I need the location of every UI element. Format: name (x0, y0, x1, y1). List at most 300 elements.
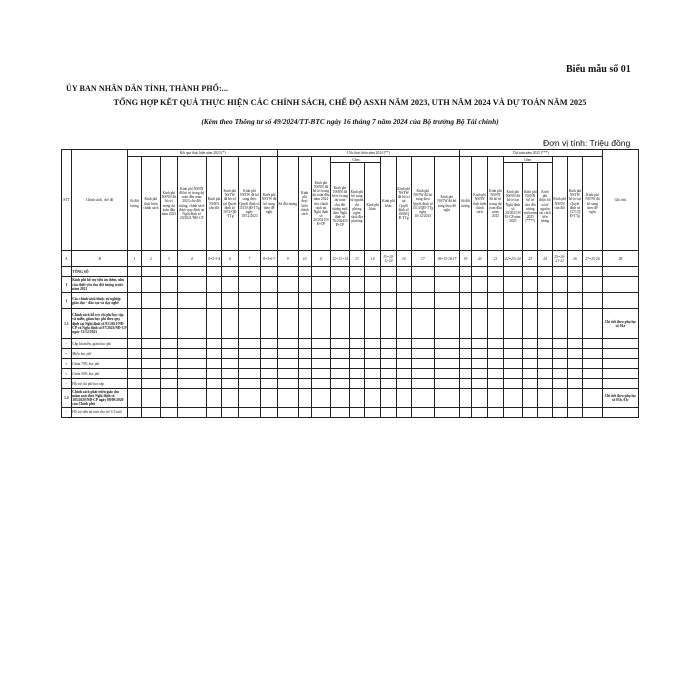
header-group-2025: Dự toán năm 2025 (***) (459, 150, 602, 157)
row-value-cell (365, 309, 381, 339)
row-value-cell (277, 339, 298, 349)
row-value-cell (349, 339, 364, 349)
header-2025-col-21: Kinh phí NSNN đã bố trí trong dự toán đầu năm 2025 (488, 157, 503, 251)
row-value-cell (331, 309, 350, 339)
row-value-cell (277, 277, 298, 293)
row-stt: 1.2 (62, 389, 72, 408)
row-value-cell (523, 359, 538, 369)
row-value-cell (434, 339, 459, 349)
row-value-cell (365, 389, 381, 408)
row-label: Hỗ trợ tiền ăn trưa cho trẻ 3-5 tuổi (71, 407, 128, 417)
index-cell-28: 27=25-26 (583, 251, 603, 267)
row-value-cell (471, 389, 487, 408)
row-value-cell (261, 359, 277, 369)
header-2024-col-17: Kinh phí NSTW đã bổ sung theo Quyết định số 1513/QĐ-TTg ngày 10/12/2023 (411, 157, 434, 251)
index-cell-1: B (71, 251, 128, 267)
row-value-cell (238, 267, 261, 277)
row-value-cell (311, 277, 331, 293)
row-value-cell (311, 379, 331, 389)
row-value-cell (311, 369, 331, 379)
row-value-cell (161, 349, 177, 359)
row-value-cell (277, 309, 298, 339)
row-value-cell (277, 369, 298, 379)
row-stt: - (62, 379, 72, 389)
row-value-cell (222, 407, 238, 417)
row-stt: + (62, 359, 72, 369)
row-note (602, 379, 638, 389)
row-value-cell (331, 339, 350, 349)
row-value-cell (238, 359, 261, 369)
row-value-cell (381, 309, 396, 339)
row-value-cell (331, 267, 350, 277)
row-value-cell (277, 359, 298, 369)
row-note: Chi tiết theo phụ lục số 01b, 01c (602, 389, 638, 408)
row-note (602, 407, 638, 417)
row-value-cell (311, 359, 331, 369)
header-2024-col-13: Kinh phí bổ sung từ nguồn dự phòng ngân sách địa phương (349, 163, 364, 251)
row-value-cell (434, 379, 459, 389)
row-value-cell (411, 309, 434, 339)
row-stt: + (62, 349, 72, 359)
row-value-cell (396, 389, 411, 408)
index-cell-17: 16 (396, 251, 411, 267)
index-cell-0: A (62, 251, 72, 267)
row-value-cell (538, 293, 552, 309)
row-value-cell (552, 339, 567, 349)
header-2023-col-2: Kinh phí thực hiện chính sách (141, 157, 161, 251)
row-value-cell (459, 349, 471, 359)
row-value-cell (206, 293, 221, 309)
row-value-cell (161, 389, 177, 408)
row-stt: 1.1 (62, 309, 72, 339)
row-value-cell (311, 309, 331, 339)
row-value-cell (503, 407, 523, 417)
row-value-cell (349, 293, 364, 309)
row-value-cell (128, 369, 141, 379)
row-value-cell (552, 407, 567, 417)
row-value-cell (298, 293, 311, 309)
header-2024-col-14: Kinh phí khác (365, 163, 381, 251)
row-value-cell (238, 349, 261, 359)
row-value-cell (459, 359, 471, 369)
index-cell-3: 2 (141, 251, 161, 267)
row-value-cell (583, 267, 603, 277)
row-value-cell (349, 359, 364, 369)
row-value-cell (277, 407, 298, 417)
row-value-cell (261, 267, 277, 277)
index-cell-11: 10 (298, 251, 311, 267)
header-2024-col-10: Kinh phí thực hiện chính sách (298, 157, 311, 251)
row-value-cell (365, 379, 381, 389)
row-value-cell (277, 293, 298, 309)
row-value-cell (331, 379, 350, 389)
row-value-cell (206, 339, 221, 349)
row-value-cell (583, 379, 603, 389)
row-value-cell (459, 369, 471, 379)
row-value-cell (261, 407, 277, 417)
row-value-cell (471, 293, 487, 309)
row-value-cell (298, 369, 311, 379)
row-label: Hỗ trợ chi phí học tập (71, 379, 128, 389)
row-value-cell (261, 379, 277, 389)
table-row (62, 277, 639, 293)
row-value-cell (298, 277, 311, 293)
header-2025-col-24: Kinh phí được bố trí từ nguồn cải cách tiền lương (538, 163, 552, 251)
row-value-cell (298, 267, 311, 277)
index-cell-6: 5=2-3-4 (206, 251, 221, 267)
row-value-cell (459, 277, 471, 293)
row-value-cell (206, 359, 221, 369)
header-2025-subgroup: Gồm (503, 157, 552, 163)
row-value-cell (177, 277, 206, 293)
header-2025-col-26: Kinh phí NSTW bố trí tại Quyết định số 1271/QĐ-TTg (567, 157, 582, 251)
row-value-cell (261, 309, 277, 339)
header-group-2024: Ước thực hiện năm 2024 (**) (277, 150, 459, 157)
row-value-cell (503, 389, 523, 408)
row-value-cell (222, 369, 238, 379)
row-value-cell (277, 267, 298, 277)
table-row (62, 379, 639, 389)
row-value-cell (206, 267, 221, 277)
table-row (62, 407, 639, 417)
row-value-cell (538, 349, 552, 359)
row-stt: 1 (62, 293, 72, 309)
row-value-cell (128, 267, 141, 277)
index-cell-12: 11 (311, 251, 331, 267)
row-value-cell (471, 349, 487, 359)
row-value-cell (298, 309, 311, 339)
row-value-cell (141, 277, 161, 293)
header-2024-col-9: Số đối tượng (277, 157, 298, 251)
row-value-cell (434, 369, 459, 379)
row-value-cell (365, 339, 381, 349)
row-value-cell (277, 389, 298, 408)
row-value-cell (381, 369, 396, 379)
row-value-cell (396, 369, 411, 379)
row-value-cell (503, 339, 523, 349)
row-value-cell (365, 359, 381, 369)
row-value-cell (311, 349, 331, 359)
row-value-cell (396, 359, 411, 369)
row-value-cell (141, 339, 161, 349)
row-value-cell (222, 309, 238, 339)
row-value-cell (488, 277, 503, 293)
row-note (602, 267, 638, 277)
row-value-cell (583, 369, 603, 379)
row-value-cell (471, 277, 487, 293)
row-value-cell (523, 369, 538, 379)
row-value-cell (503, 349, 523, 359)
row-value-cell (583, 349, 603, 359)
row-value-cell (161, 309, 177, 339)
row-value-cell (261, 293, 277, 309)
row-value-cell (177, 359, 206, 369)
index-cell-22: 21 (488, 251, 503, 267)
row-value-cell (411, 349, 434, 359)
row-value-cell (396, 293, 411, 309)
index-cell-2: 1 (128, 251, 141, 267)
row-value-cell (141, 359, 161, 369)
row-value-cell (381, 379, 396, 389)
row-value-cell (177, 349, 206, 359)
row-stt (62, 267, 72, 277)
row-value-cell (488, 293, 503, 309)
row-value-cell (488, 359, 503, 369)
row-value-cell (583, 407, 603, 417)
row-value-cell (471, 309, 487, 339)
index-cell-21: 20 (471, 251, 487, 267)
row-stt: - (62, 339, 72, 349)
row-value-cell (277, 379, 298, 389)
row-value-cell (552, 309, 567, 339)
row-value-cell (261, 277, 277, 293)
row-value-cell (459, 267, 471, 277)
row-value-cell (503, 277, 523, 293)
row-value-cell (434, 359, 459, 369)
table-row (62, 339, 639, 349)
row-value-cell (349, 309, 364, 339)
row-value-cell (238, 407, 261, 417)
row-value-cell (141, 349, 161, 359)
row-value-cell (411, 407, 434, 417)
table-row (62, 267, 639, 277)
row-value-cell (503, 309, 523, 339)
row-value-cell (459, 339, 471, 349)
row-value-cell (311, 389, 331, 408)
index-cell-14: 13 (349, 251, 364, 267)
document-subtitle: (Kèm theo Thông tư số 49/2024/TT-BTC ngày 16 tháng 7 năm 2024 của Bộ trưởng Bộ Tài chính) (201, 117, 499, 126)
index-cell-27: 26 (567, 251, 582, 267)
row-label: Giảm 50% học phí (71, 369, 128, 379)
row-value-cell (298, 379, 311, 389)
header-2023-col-5: Kinh phí NSNN cân đối (206, 157, 221, 251)
index-cell-15: 14 (365, 251, 381, 267)
row-value-cell (552, 293, 567, 309)
index-cell-20: 19 (459, 251, 471, 267)
row-value-cell (538, 309, 552, 339)
row-value-cell (161, 407, 177, 417)
header-2024-col-15: Kinh phí khác (381, 157, 396, 251)
header-2025-col-22: Kinh phí NSNN đã bố trí tại Nghị định số 20/2021/NĐ-CP năm 2025 (503, 163, 523, 251)
row-value-cell (298, 389, 311, 408)
row-value-cell (177, 407, 206, 417)
row-value-cell (488, 379, 503, 389)
row-value-cell (128, 359, 141, 369)
row-label: TỔNG SỐ (71, 267, 128, 277)
header-2024-col-12: Kinh phí NSNN đã bố trí trong dự toán cho đối tượng mới theo Nghị định số 76/2024/NĐ-CP (331, 163, 350, 251)
row-value-cell (238, 339, 261, 349)
row-value-cell (206, 369, 221, 379)
row-value-cell (411, 379, 434, 389)
index-cell-25: 24 (538, 251, 552, 267)
row-value-cell (471, 369, 487, 379)
row-value-cell (381, 359, 396, 369)
row-value-cell (222, 389, 238, 408)
document-title: TỔNG HỢP KẾT QUẢ THỰC HIỆN CÁC CHÍNH SÁCH, CHẾ ĐỘ ASXH NĂM 2023, UTH NĂM 2024 VÀ DỰ TOÁN NĂM 2025 (113, 98, 587, 107)
row-note: Chi tiết theo phụ lục số 01a (602, 309, 638, 339)
row-value-cell (161, 379, 177, 389)
row-value-cell (128, 349, 141, 359)
row-value-cell (583, 277, 603, 293)
row-value-cell (177, 379, 206, 389)
row-value-cell (523, 389, 538, 408)
row-value-cell (177, 369, 206, 379)
row-value-cell (311, 293, 331, 309)
row-value-cell (538, 267, 552, 277)
row-value-cell (411, 293, 434, 309)
index-cell-18: 17 (411, 251, 434, 267)
header-stt: STT (62, 150, 72, 251)
row-value-cell (471, 359, 487, 369)
row-value-cell (503, 379, 523, 389)
row-value-cell (261, 389, 277, 408)
row-value-cell (523, 407, 538, 417)
row-value-cell (331, 407, 350, 417)
row-value-cell (583, 339, 603, 349)
row-note (602, 369, 638, 379)
row-value-cell (459, 309, 471, 339)
row-value-cell (141, 389, 161, 408)
row-value-cell (365, 369, 381, 379)
row-value-cell (238, 369, 261, 379)
row-value-cell (538, 339, 552, 349)
row-value-cell (349, 277, 364, 293)
header-note: Ghi chú (602, 150, 638, 251)
row-value-cell (396, 339, 411, 349)
row-value-cell (349, 379, 364, 389)
row-value-cell (277, 349, 298, 359)
row-value-cell (128, 407, 141, 417)
table-row (62, 349, 639, 359)
index-cell-29: 28 (602, 251, 638, 267)
row-value-cell (222, 379, 238, 389)
header-2025-col-27: Kinh phí NSTW đã bổ sung theo đề nghị (583, 157, 603, 251)
row-value-cell (523, 293, 538, 309)
row-value-cell (261, 339, 277, 349)
row-value-cell (365, 293, 381, 309)
table-row (62, 389, 639, 408)
row-value-cell (331, 369, 350, 379)
row-value-cell (567, 293, 582, 309)
row-value-cell (222, 267, 238, 277)
row-value-cell (238, 389, 261, 408)
row-value-cell (567, 339, 582, 349)
row-value-cell (349, 349, 364, 359)
row-value-cell (177, 389, 206, 408)
header-2023-col-3: Kinh phí NSNN đã bố trí trong dự toán đầu năm 2023 (161, 157, 177, 251)
row-value-cell (238, 309, 261, 339)
index-cell-19: 18=15-16-17 (434, 251, 459, 267)
row-value-cell (381, 277, 396, 293)
row-value-cell (365, 267, 381, 277)
row-value-cell (222, 293, 238, 309)
row-value-cell (349, 369, 364, 379)
table-row (62, 369, 639, 379)
row-label: Các chính sách thuộc sự nghiệp giáo dục - đào tạo và dạy nghề (71, 293, 128, 309)
row-value-cell (141, 379, 161, 389)
header-2023-col-6: Kinh phí NSTW đã bố trí tại Quyết định số 1672/QĐ-TTg (222, 157, 238, 251)
row-value-cell (141, 309, 161, 339)
index-cell-24: 23 (523, 251, 538, 267)
header-2024-col-16: Kinh phí NSTW đã bố trí tại Quyết định số 1600/QĐ-TTg (396, 157, 411, 251)
row-value-cell (523, 339, 538, 349)
row-value-cell (261, 369, 277, 379)
header-2024-col-11: Kinh phí NSNN đã bố trí trong dự toán đầu năm 2024 cho chính sách tại Nghị định số 20/2021/NĐ-CP (311, 157, 331, 251)
row-value-cell (471, 267, 487, 277)
row-value-cell (396, 277, 411, 293)
row-value-cell (434, 293, 459, 309)
row-value-cell (567, 369, 582, 379)
row-value-cell (538, 379, 552, 389)
header-2025-col-25: Kinh phí NSNN cân đối (552, 157, 567, 251)
row-value-cell (434, 267, 459, 277)
row-value-cell (396, 309, 411, 339)
row-value-cell (141, 293, 161, 309)
row-value-cell (128, 339, 141, 349)
row-value-cell (503, 267, 523, 277)
row-value-cell (552, 369, 567, 379)
index-cell-4: 3 (161, 251, 177, 267)
row-note (602, 359, 638, 369)
row-value-cell (331, 349, 350, 359)
row-value-cell (177, 339, 206, 349)
row-value-cell (349, 407, 364, 417)
index-cell-7: 6 (222, 251, 238, 267)
row-value-cell (141, 267, 161, 277)
row-value-cell (552, 267, 567, 277)
form-number: Biểu mẫu số 01 (566, 64, 631, 75)
row-value-cell (488, 309, 503, 339)
row-value-cell (177, 293, 206, 309)
index-cell-16: 15=10-11-14 (381, 251, 396, 267)
row-value-cell (128, 293, 141, 309)
row-value-cell (411, 339, 434, 349)
index-cell-10: 9 (277, 251, 298, 267)
header-2023-col-8: Kinh phí NSTW đã bổ sung theo đề nghị (261, 157, 277, 251)
row-value-cell (161, 267, 177, 277)
header-2023-col-4: Kinh phí NSNN đã bố trí trong dự toán đầu năm 2023 cho đối tượng, chính sách được quy định tại Nghị định số 20/2021/NĐ-CP (177, 157, 206, 251)
row-value-cell (381, 349, 396, 359)
table-row (62, 293, 639, 309)
table-row (62, 359, 639, 369)
index-cell-13: 12=13+14 (331, 251, 350, 267)
index-cell-9: 8=5-6-7 (261, 251, 277, 267)
row-value-cell (177, 267, 206, 277)
row-label: Kinh phí hỗ trợ tiền ăn thêm, nhu cầu thiết yếu cho đối tượng trước năm 2021 (71, 277, 128, 293)
row-value-cell (396, 407, 411, 417)
row-value-cell (552, 277, 567, 293)
row-value-cell (396, 267, 411, 277)
row-value-cell (523, 267, 538, 277)
row-value-cell (411, 277, 434, 293)
row-value-cell (459, 407, 471, 417)
row-note (602, 349, 638, 359)
row-value-cell (567, 389, 582, 408)
row-value-cell (488, 349, 503, 359)
row-value-cell (238, 277, 261, 293)
row-value-cell (411, 359, 434, 369)
row-value-cell (161, 277, 177, 293)
row-value-cell (161, 359, 177, 369)
row-value-cell (206, 379, 221, 389)
row-value-cell (434, 407, 459, 417)
header-2024-col-18: Kinh phí NSTW đã bổ sung theo đề nghị (434, 157, 459, 251)
row-value-cell (567, 277, 582, 293)
row-value-cell (161, 293, 177, 309)
row-value-cell (365, 407, 381, 417)
row-value-cell (488, 389, 503, 408)
row-value-cell (503, 359, 523, 369)
